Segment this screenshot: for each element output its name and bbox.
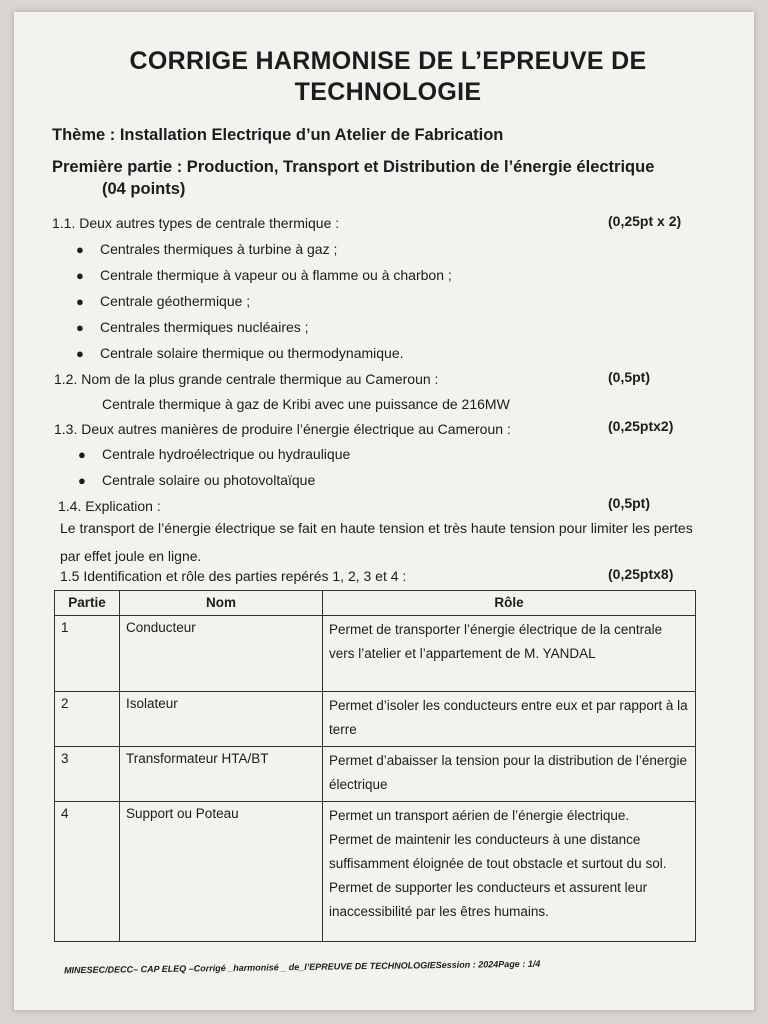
- bullet-icon: ●: [78, 473, 86, 488]
- table-header-row: [55, 591, 696, 616]
- part-one-points: (04 points): [102, 180, 186, 198]
- parts-table: [54, 590, 696, 942]
- table-row: [55, 616, 696, 692]
- question-1-4: 1.4. Explication :: [58, 498, 161, 514]
- question-1-1: 1.1. Deux autres types de centrale thermique :: [52, 215, 340, 231]
- list-item: ● Centrale thermique à vapeur ou à flamme ou à charbon ;: [76, 267, 452, 283]
- list-item: ● Centrales thermiques nucléaires ;: [76, 319, 309, 335]
- question-1-2-points: (0,5pt): [608, 369, 650, 385]
- bullet-icon: ●: [76, 268, 84, 283]
- question-1-3-points: (0,25ptx2): [608, 418, 674, 434]
- answer-1-4: Le transport de l’énergie électrique se fait en haute tension et très haute tension pour limiter les pertes par effet joule en ligne.: [60, 520, 693, 564]
- list-item: ● Centrale solaire thermique ou thermodynamique.: [76, 345, 404, 361]
- header-partie: Partie: [55, 591, 120, 616]
- question-1-4-points: (0,5pt): [608, 495, 650, 511]
- cell-nom: Support ou Poteau: [120, 802, 323, 942]
- table-row: [55, 802, 696, 942]
- cell-nom: Conducteur: [120, 616, 323, 692]
- part-one-title: Première partie : Production, Transport et Distribution de l’énergie électrique: [52, 158, 655, 176]
- title-line-2: TECHNOLOGIE: [294, 78, 482, 106]
- document-page: [14, 12, 754, 1010]
- cell-partie: 3: [55, 747, 120, 802]
- header-role: Rôle: [323, 591, 696, 616]
- part-one-heading: [52, 156, 692, 200]
- answer-1-2: Centrale thermique à gaz de Kribi avec une puissance de 216MW: [102, 396, 510, 412]
- bullet-icon: ●: [76, 320, 84, 335]
- cell-partie: 1: [55, 616, 120, 692]
- theme-heading: Thème : Installation Electrique d’un Atelier de Fabrication: [52, 126, 504, 144]
- question-1-3: 1.3. Deux autres manières de produire l’énergie électrique au Cameroun :: [54, 421, 511, 437]
- title-line-1: CORRIGE HARMONISE DE L’EPREUVE DE: [129, 47, 647, 75]
- role-line: Permet un transport aérien de l’énergie électrique.: [329, 808, 630, 823]
- bullet-icon: ●: [78, 447, 86, 462]
- question-1-2: 1.2. Nom de la plus grande centrale thermique au Cameroun :: [54, 371, 439, 387]
- role-line: Permet de supporter les conducteurs et assurent leur inaccessibilité par les êtres humains.: [329, 880, 648, 919]
- cell-role: Permet de transporter l’énergie électrique de la centrale vers l’atelier et l’appartement de M. YANDAL: [323, 616, 696, 692]
- table-row: [55, 692, 696, 747]
- header-nom: Nom: [120, 591, 323, 616]
- page-footer: MINESEC/DECC– CAP ELEQ –Corrigé _harmonisé _ de_l’EPREUVE DE TECHNOLOGIESession : 2024Page : 1/4: [63, 958, 541, 976]
- list-item: ● Centrale géothermique ;: [76, 293, 251, 309]
- cell-role: Permet d’abaisser la tension pour la distribution de l’énergie électrique: [323, 747, 696, 802]
- question-1-5: 1.5 Identification et rôle des parties repérés 1, 2, 3 et 4 :: [60, 568, 407, 584]
- question-1-1-points: (0,25pt x 2): [608, 213, 682, 229]
- cell-role: Permet d’isoler les conducteurs entre eux et par rapport à la terre: [323, 692, 696, 747]
- cell-nom: Transformateur HTA/BT: [120, 747, 323, 802]
- cell-partie: 2: [55, 692, 120, 747]
- document-title: [14, 46, 762, 108]
- bullet-icon: ●: [76, 242, 84, 257]
- cell-nom: Isolateur: [120, 692, 323, 747]
- list-item: ● Centrale hydroélectrique ou hydraulique: [78, 446, 351, 462]
- bullet-icon: ●: [76, 294, 84, 309]
- question-1-5-points: (0,25ptx8): [608, 566, 674, 582]
- cell-partie: 4: [55, 802, 120, 942]
- list-item: ● Centrale solaire ou photovoltaïque: [78, 472, 316, 488]
- table-row: [55, 747, 696, 802]
- bullet-icon: ●: [76, 346, 84, 361]
- cell-role: [323, 802, 696, 942]
- role-line: Permet de maintenir les conducteurs à une distance suffisamment éloignée de tout obstacle et surtout du sol.: [329, 832, 667, 871]
- list-item: ● Centrales thermiques à turbine à gaz ;: [76, 241, 338, 257]
